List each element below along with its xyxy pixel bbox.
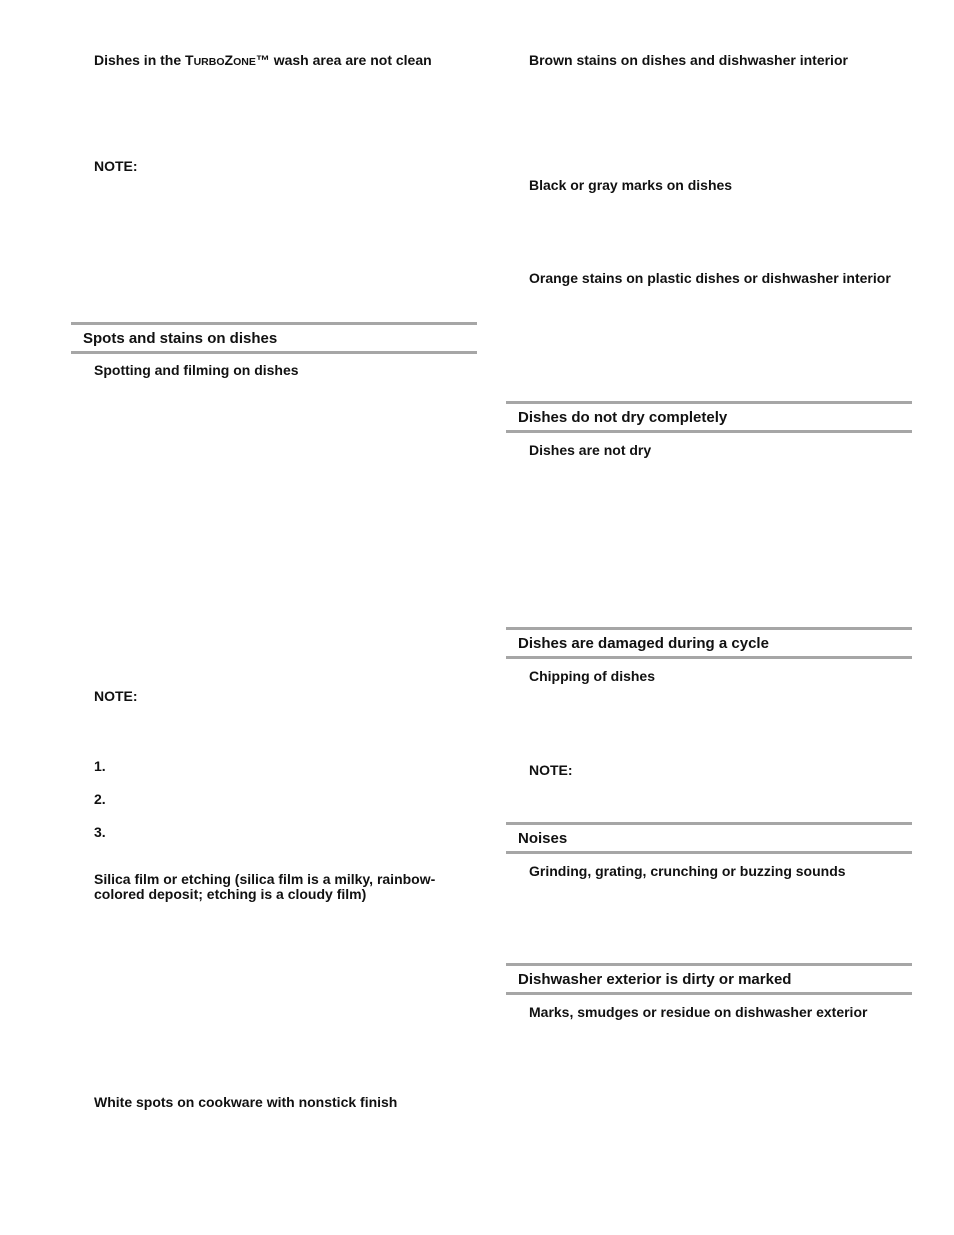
turbozone-heading-mid: Z [224, 52, 234, 68]
section-noises [506, 822, 912, 854]
section-title-exterior: Dishwasher exterior is dirty or marked [518, 971, 792, 988]
section-dry [506, 401, 912, 433]
black-marks-heading: Black or gray marks on dishes [529, 177, 733, 193]
marks-heading: Marks, smudges or residue on dishwasher exterior [529, 1004, 868, 1020]
note-label-2: NOTE: [94, 688, 138, 704]
step-number-2: 2. [94, 791, 106, 807]
silica-heading-line2: colored deposit; etching is a cloudy film) [94, 886, 367, 902]
section-exterior [506, 963, 912, 995]
turbozone-heading-smallcaps-2: ONE [233, 56, 256, 68]
section-spots-stains [71, 322, 477, 354]
turbozone-heading-smallcaps-1: URBO [193, 56, 225, 68]
silica-heading-line1: Silica film or etching (silica film is a milky, rainbow- [94, 871, 436, 887]
orange-stains-heading: Orange stains on plastic dishes or dishwasher interior [529, 270, 891, 286]
turbozone-heading-suffix: ™ wash area are not clean [255, 52, 432, 68]
turbozone-heading-prefix: Dishes in the T [94, 52, 194, 68]
chipping-heading: Chipping of dishes [529, 668, 655, 684]
step-number-1: 1. [94, 758, 106, 774]
section-title-spots-stains: Spots and stains on dishes [83, 330, 278, 347]
step-number-3: 3. [94, 824, 106, 840]
note-label-3: NOTE: [529, 762, 573, 778]
section-damaged [506, 627, 912, 659]
not-dry-heading: Dishes are not dry [529, 442, 652, 458]
note-label-1: NOTE: [94, 158, 138, 174]
section-title-damaged: Dishes are damaged during a cycle [518, 635, 769, 652]
section-title-dry: Dishes do not dry completely [518, 409, 728, 426]
spotting-heading: Spotting and filming on dishes [94, 362, 299, 378]
turbozone-heading [94, 53, 432, 70]
white-spots-heading: White spots on cookware with nonstick finish [94, 1094, 398, 1110]
brown-stains-heading: Brown stains on dishes and dishwasher interior [529, 52, 848, 68]
grinding-heading: Grinding, grating, crunching or buzzing sounds [529, 863, 846, 879]
silica-heading [94, 872, 435, 902]
section-title-noises: Noises [518, 830, 568, 847]
